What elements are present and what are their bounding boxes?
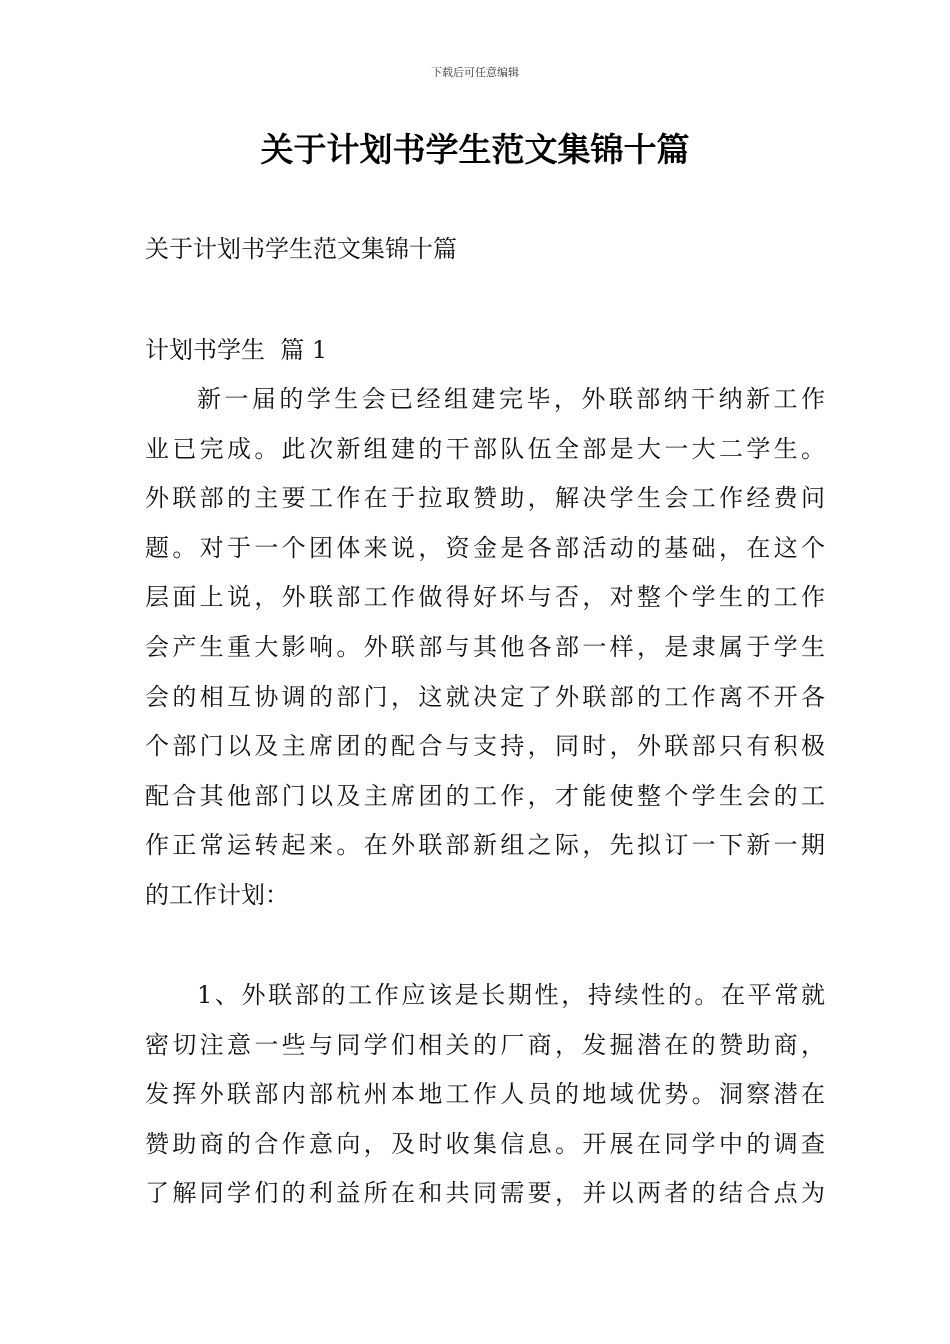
document-subtitle: 关于计划书学生范文集锦十篇 <box>145 235 457 263</box>
paragraph-line: 发挥外联部内部杭州本地工作人员的地域优势。洞察潜在 <box>145 1080 825 1109</box>
paragraph-line: 的工作计划： <box>145 880 289 909</box>
paragraph-line: 赞助商的合作意向，及时收集信息。开展在同学中的调查 <box>145 1129 825 1158</box>
section-heading: 计划书学生 篇 1 <box>145 336 328 364</box>
paragraph-2 <box>145 971 825 1219</box>
paragraph-line: 配合其他部门以及主席团的工作，才能使整个学生会的工 <box>145 781 825 810</box>
paragraph-1 <box>145 375 825 921</box>
document-title: 关于计划书学生范文集锦十篇 <box>260 130 690 169</box>
paragraph-line: 新一届的学生会已经组建完毕，外联部纳干纳新工作 <box>197 385 825 413</box>
paragraph-line: 作正常运转起来。在外联部新组之际，先拟订一下新一期 <box>145 831 825 860</box>
paragraph-line: 业已完成。此次新组建的干部队伍全部是大一大二学生。 <box>145 434 825 463</box>
paragraph-line: 个部门以及主席团的配合与支持，同时，外联部只有积极 <box>145 732 825 761</box>
paragraph-line: 密切注意一些与同学们相关的厂商，发掘潜在的赞助商， <box>145 1030 825 1059</box>
paragraph-line: 外联部的主要工作在于拉取赞助，解决学生会工作经费问 <box>145 484 825 513</box>
header-note: 下载后可任意编辑 <box>431 66 519 79</box>
paragraph-line: 会的相互协调的部门，这就决定了外联部的工作离不开各 <box>145 682 825 711</box>
paragraph-line: 层面上说，外联部工作做得好坏与否，对整个学生的工作 <box>145 583 825 612</box>
paragraph-line: 题。对于一个团体来说，资金是各部活动的基础，在这个 <box>145 533 825 562</box>
paragraph-line: 会产生重大影响。外联部与其他各部一样，是隶属于学生 <box>145 632 825 661</box>
paragraph-line: 了解同学们的利益所在和共同需要，并以两者的结合点为 <box>145 1179 825 1208</box>
paragraph-line: 1、外联部的工作应该是长期性，持续性的。在平常就 <box>197 981 825 1009</box>
